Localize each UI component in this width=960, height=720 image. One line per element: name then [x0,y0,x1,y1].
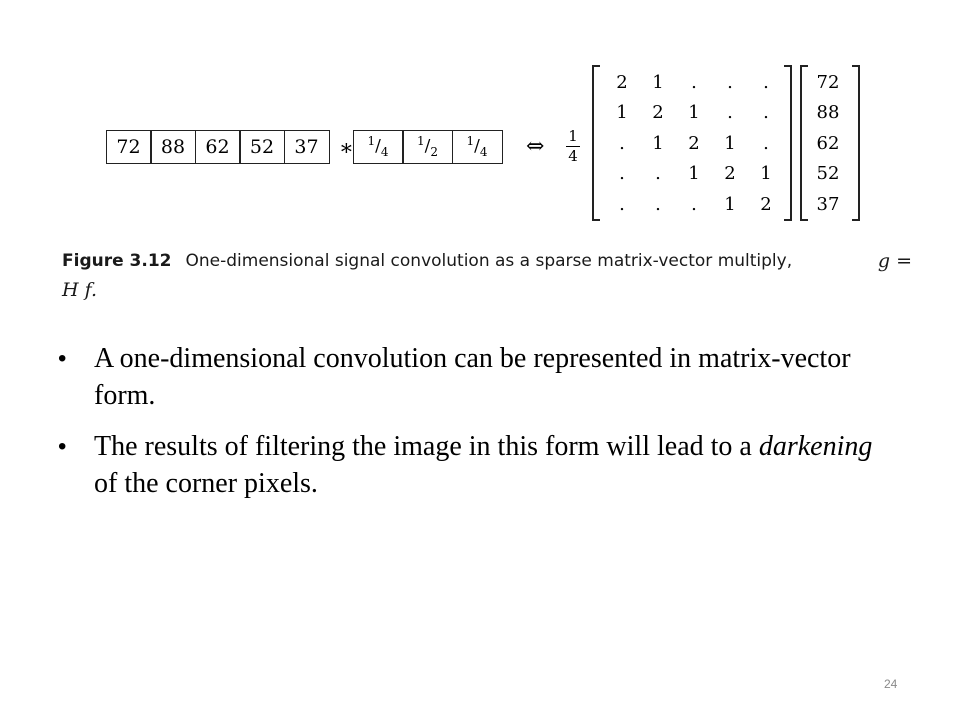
vector-cell: 37 [816,193,840,215]
matrix-cell: . [655,163,661,185]
signal-vector [810,67,846,220]
bullet-icon: • [58,433,67,460]
figure-caption [62,247,912,305]
vector-right-bracket [852,65,860,221]
matrix-cell: 1 [724,132,736,154]
matrix-cell: . [763,71,769,93]
signal-cell: 72 [106,130,152,164]
matrix-cell: . [727,71,733,93]
scale-numerator: 1 [568,127,578,145]
kernel-cell: $^1/_2$ [402,130,453,164]
matrix-cell: 2 [760,193,772,215]
matrix-row [604,67,784,98]
page-number: 24 [884,677,898,691]
signal-cell: 37 [284,130,330,164]
matrix-row [604,128,784,159]
matrix-cell: . [727,102,733,124]
scale-denominator: 4 [568,147,578,165]
matrix-cell: . [763,102,769,124]
bullet-text: The results of filtering the image in this form will lead to a darkening of the corner pixels. [94,431,873,499]
bullet-icon: • [58,345,67,372]
matrix-cell: . [619,163,625,185]
matrix-cell: 2 [616,71,628,93]
caption-math-end: g = [877,250,912,272]
matrix-cell: 1 [652,132,664,154]
sparse-matrix [604,67,784,220]
matrix-cell: . [619,132,625,154]
convolution-operator: ∗ [339,136,354,161]
matrix-row [604,98,784,129]
emphasis-darkening: darkening [758,431,873,462]
bullet-item [58,428,898,502]
matrix-cell: . [691,193,697,215]
bullet-list [58,340,898,516]
kernel-cell: $^1/_4$ [353,130,404,164]
vector-cell: 52 [816,163,840,185]
kernel-boxes [354,130,503,164]
signal-cell: 52 [239,130,285,164]
matrix-cell: 2 [688,132,700,154]
bullet-text: A one-dimensional convolution can be represented in matrix-vector form. [94,343,851,411]
matrix-cell: . [655,193,661,215]
caption-math-line2: H f. [62,279,98,301]
signal-cell: 88 [150,130,196,164]
matrix-cell: . [763,132,769,154]
matrix-cell: . [619,193,625,215]
convolution-figure [0,0,960,310]
matrix-cell: 2 [652,102,664,124]
matrix-cell: 1 [724,193,736,215]
signal-cell: 62 [195,130,241,164]
matrix-cell: 1 [652,71,664,93]
kernel-cell: $^1/_4$ [452,130,503,164]
vector-cell: 88 [816,102,840,124]
caption-text: One-dimensional signal convolution as a sparse matrix-vector multiply, [185,251,793,271]
matrix-cell: 1 [688,102,700,124]
matrix-cell: 1 [760,163,772,185]
matrix-left-bracket [592,65,600,221]
matrix-cell: 1 [688,163,700,185]
vector-left-bracket [800,65,808,221]
matrix-cell: . [691,71,697,93]
matrix-row [604,159,784,190]
matrix-cell: 1 [616,102,628,124]
signal-boxes [107,130,330,164]
caption-label: Figure 3.12 [62,251,172,271]
bullet-item [58,340,898,414]
scale-factor [566,128,580,165]
equivalence-operator: ⇔ [526,134,545,159]
vector-cell: 72 [816,71,840,93]
matrix-cell: 2 [724,163,736,185]
matrix-row [604,189,784,220]
matrix-right-bracket [784,65,792,221]
vector-cell: 62 [816,132,840,154]
